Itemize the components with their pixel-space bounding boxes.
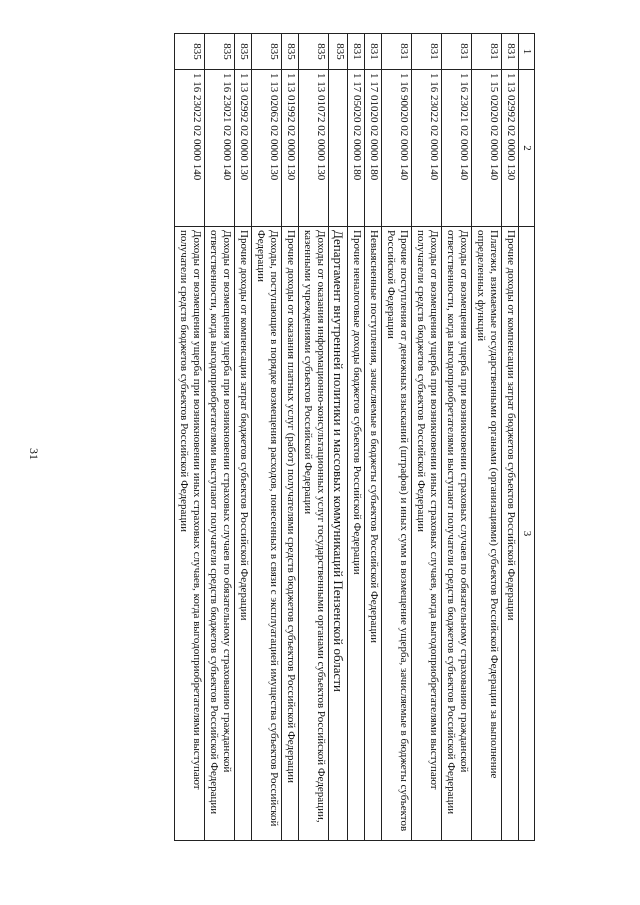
column-header-3: 3 [519,227,535,841]
revenue-description-cell: Платежи, взимаемые государственными органами (организациями) субъектов Российской Федерации за выполнение определенных функций [472,227,502,841]
table-row [175,34,205,841]
revenue-code-cell: 1 13 02992 02 0000 130 [502,70,519,227]
rotated-table-container [93,33,535,840]
revenue-description-cell: Прочие доходы от компенсации затрат бюджетов субъектов Российской Федерации [502,227,519,841]
department-row [328,34,348,841]
administrator-code-cell: 835 [251,34,281,70]
revenue-code-cell: 1 16 90020 02 0000 140 [382,70,412,227]
revenue-code-cell: 1 13 02062 02 0000 130 [251,70,281,227]
revenue-description-cell: Доходы от возмещения ущерба при возникновении иных страховых случаев, когда выгодоприобретателями выступают получатели средств бюджетов субъектов Российской Федерации [175,227,205,841]
revenue-description-cell: Прочие доходы от оказания платных услуг (работ) получателями средств бюджетов субъектов Российской Федерации [281,227,298,841]
page-number: 31 [27,448,41,460]
administrator-code-cell: 835 [298,34,328,70]
revenue-code-cell: 1 17 01020 02 0000 180 [365,70,382,227]
administrator-code-cell: 831 [502,34,519,70]
revenue-code-cell: 1 13 01992 02 0000 130 [281,70,298,227]
revenue-code-cell [328,70,348,227]
table-body [175,34,519,841]
administrator-code-cell: 835 [281,34,298,70]
column-header-1: 1 [519,34,535,70]
revenue-description-cell: Доходы, поступающие в порядке возмещения расходов, понесенных в связи с эксплуатацией имущества субъектов Российской Федерации [251,227,281,841]
administrator-code-cell: 831 [442,34,472,70]
table-row [234,34,251,841]
administrator-code-cell: 831 [365,34,382,70]
revenue-description-cell: Невыясненные поступления, зачисляемые в бюджеты субъектов Российской Федерации [365,227,382,841]
table-row [472,34,502,841]
administrator-code-cell: 835 [328,34,348,70]
administrator-code-cell: 831 [412,34,442,70]
table-row [442,34,472,841]
revenue-description-cell: Доходы от возмещения ущерба при возникновении иных страховых случаев, когда выгодоприобретателями выступают получатели средств бюджетов субъектов Российской Федерации [412,227,442,841]
revenue-code-cell: 1 16 23022 02 0000 140 [412,70,442,227]
column-header-2: 2 [519,70,535,227]
table-row [502,34,519,841]
table-row [281,34,298,841]
administrator-code-cell: 835 [175,34,205,70]
department-name-cell: Департамент внутренней политики и массовых коммуникаций Пензенской области [328,227,348,841]
table-row [298,34,328,841]
revenue-code-cell: 1 17 05020 02 0000 180 [348,70,365,227]
table-row [251,34,281,841]
revenue-code-cell: 1 15 02020 02 0000 140 [472,70,502,227]
revenue-classification-table [174,33,535,841]
table-row [412,34,442,841]
administrator-code-cell: 831 [348,34,365,70]
revenue-code-cell: 1 16 23022 02 0000 140 [175,70,205,227]
table-row [382,34,412,841]
table-row [348,34,365,841]
administrator-code-cell: 831 [472,34,502,70]
revenue-description-cell: Прочие доходы от компенсации затрат бюджетов субъектов Российской Федерации [234,227,251,841]
revenue-code-cell: 1 16 23021 02 0000 140 [442,70,472,227]
administrator-code-cell: 831 [382,34,412,70]
table-header-row [519,34,535,841]
revenue-description-cell: Доходы от оказания информационно-консультационных услуг государственными органами субъектов Российской Федерации, казенными учреждениями субъектов Российской Федерации [298,227,328,841]
administrator-code-cell: 835 [205,34,235,70]
revenue-code-cell: 1 13 01072 02 0000 130 [298,70,328,227]
table-row [365,34,382,841]
revenue-code-cell: 1 13 02992 02 0000 130 [234,70,251,227]
revenue-description-cell: Доходы от возмещения ущерба при возникновении страховых случаев по обязательному страхованию гражданской ответственности, когда выгодоприобретателями выступают получатели средств бюджетов субъектов Российской Федерации [442,227,472,841]
revenue-description-cell: Прочие неналоговые доходы бюджетов субъектов Российской Федерации [348,227,365,841]
revenue-description-cell: Доходы от возмещения ущерба при возникновении страховых случаев по обязательному страхованию гражданской ответственности, когда выгодоприобретателями выступают получатели средств бюджетов субъектов Российской Федерации [205,227,235,841]
revenue-code-cell: 1 16 23021 02 0000 140 [205,70,235,227]
administrator-code-cell: 835 [234,34,251,70]
revenue-description-cell: Прочие поступления от денежных взысканий (штрафов) и иных сумм в возмещение ущерба, зачисляемые в бюджеты субъектов Российской Федерации [382,227,412,841]
table-row [205,34,235,841]
